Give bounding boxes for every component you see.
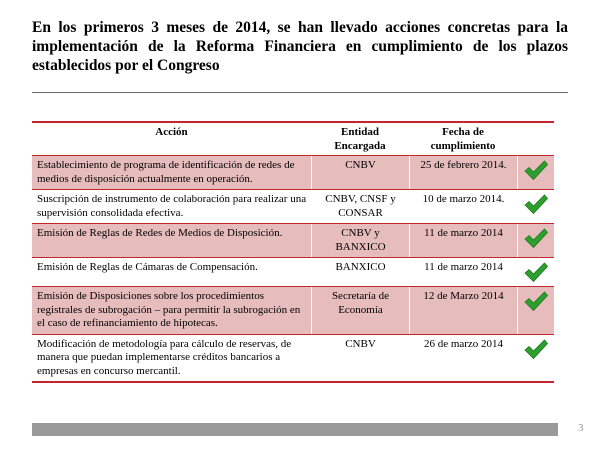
- header-status: [517, 122, 554, 156]
- table-header-row: [32, 122, 554, 156]
- row-entidad: CNBV, CNSF y CONSAR: [311, 190, 409, 224]
- row-fecha: 10 de marzo 2014.: [409, 190, 517, 224]
- table-row: [32, 190, 554, 224]
- check-icon: [523, 159, 549, 181]
- row-fecha: 25 de febrero 2014.: [409, 156, 517, 190]
- row-entidad: Secretaría de Economía: [311, 287, 409, 335]
- check-icon: [523, 261, 549, 283]
- row-fecha: 11 de marzo 2014: [409, 224, 517, 258]
- row-fecha: 12 de Marzo 2014: [409, 287, 517, 335]
- title-divider: [32, 92, 568, 93]
- header-accion: Acción: [32, 122, 311, 156]
- row-entidad: BANXICO: [311, 258, 409, 287]
- row-entidad: CNBV y BANXICO: [311, 224, 409, 258]
- header-entidad: Entidad Encargada: [311, 122, 409, 156]
- footer-bar: [32, 423, 558, 436]
- slide-title: En los primeros 3 meses de 2014, se han llevado acciones concretas para la implementación de la Reforma Financiera en cumplimiento de los plazos establecidos por el Congreso: [32, 19, 568, 74]
- check-icon: [523, 290, 549, 312]
- table-row: [32, 156, 554, 190]
- table-row: [32, 224, 554, 258]
- row-accion: Emisión de Reglas de Cámaras de Compensación.: [32, 258, 311, 287]
- check-icon: [523, 193, 549, 215]
- table-row: [32, 258, 554, 287]
- row-fecha: 11 de marzo 2014: [409, 258, 517, 287]
- table-row: [32, 334, 554, 382]
- row-fecha: 26 de marzo 2014: [409, 334, 517, 382]
- check-icon: [523, 338, 549, 360]
- row-accion: Establecimiento de programa de identificación de redes de medios de disposición actualmente en operación.: [32, 156, 311, 190]
- header-fecha: Fecha de cumplimiento: [409, 122, 517, 156]
- row-entidad: CNBV: [311, 334, 409, 382]
- table-row: [32, 287, 554, 335]
- row-accion: Emisión de Disposiciones sobre los procedimientos registrales de subrogación – para permitir la subrogación en el caso de refinanciamiento de hipotecas.: [32, 287, 311, 335]
- row-accion: Suscripción de instrumento de colaboración para realizar una supervisión consolidada efectiva.: [32, 190, 311, 224]
- row-accion: Emisión de Reglas de Redes de Medios de Disposición.: [32, 224, 311, 258]
- row-entidad: CNBV: [311, 156, 409, 190]
- page-number: 3: [578, 422, 584, 434]
- check-icon: [523, 227, 549, 249]
- row-accion: Modificación de metodología para cálculo de reservas, de manera que puedan implementarse créditos bancarios a empresas en concurso mercantil.: [32, 334, 311, 382]
- actions-table: [32, 121, 554, 383]
